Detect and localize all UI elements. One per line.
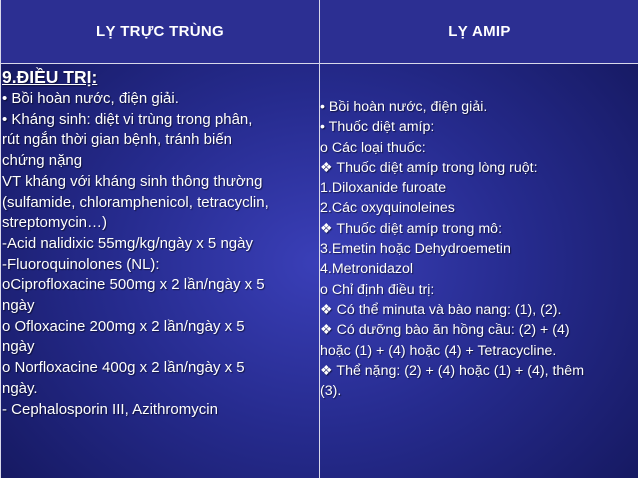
left-line: oCiprofloxacine 500mg x 2 lần/ngày x 5 bbox=[2, 276, 265, 294]
right-line: ❖ Có dưỡng bào ăn hồng cầu: (2) + (4) bbox=[320, 322, 570, 339]
right-line: o Các loại thuốc: bbox=[320, 139, 426, 156]
right-line: ❖ Thuốc diệt amíp trong mô: bbox=[320, 220, 503, 237]
right-line: ❖ Có thể minuta và bào nang: (1), (2). bbox=[320, 301, 562, 318]
left-line: -Fluoroquinolones (NL): bbox=[2, 255, 160, 273]
right-line: • Thuốc diệt amíp: bbox=[320, 119, 435, 136]
right-line: o Chỉ định điều trị: bbox=[320, 281, 435, 298]
left-line: VT kháng với kháng sinh thông thường bbox=[2, 172, 263, 190]
right-line: ❖ Thể nặng: (2) + (4) hoặc (1) + (4), thêm bbox=[320, 362, 585, 379]
right-column bbox=[320, 97, 638, 401]
header-ly-truc-trung: LỴ TRỰC TRÙNG bbox=[1, 0, 319, 64]
left-line: (sulfamide, chloramphenicol, tetracyclin, bbox=[2, 193, 269, 211]
left-line: ngày. bbox=[2, 379, 38, 397]
left-line: - Cephalosporin III, Azithromycin bbox=[2, 400, 218, 418]
right-line: 2.Các oxyquinoleines bbox=[320, 200, 455, 217]
right-line: 3.Emetin hoặc Dehydroemetin bbox=[320, 241, 511, 258]
left-line: ngày bbox=[2, 297, 35, 315]
header-ly-amip: LỴ AMIP bbox=[320, 0, 638, 64]
left-line: ngày bbox=[2, 338, 35, 356]
right-line: (3). bbox=[320, 383, 342, 400]
right-line: 1.Diloxanide furoate bbox=[320, 180, 447, 197]
left-line: o Ofloxacine 200mg x 2 lần/ngày x 5 bbox=[2, 317, 245, 335]
right-line: • Bồi hoàn nước, điện giải. bbox=[320, 99, 488, 115]
right-line: ❖ Thuốc diệt amíp trong lòng ruột: bbox=[320, 159, 538, 176]
left-line: -Acid nalidixic 55mg/kg/ngày x 5 ngày bbox=[2, 234, 253, 252]
left-line: o Norfloxacine 400g x 2 lần/ngày x 5 bbox=[2, 359, 245, 377]
left-line: chứng nặng bbox=[2, 152, 83, 170]
left-line: rút ngắn thời gian bệnh, tránh biến bbox=[2, 131, 233, 149]
left-line: • Kháng sinh: diệt vi trùng trong phân, bbox=[2, 110, 253, 128]
left-line: streptomycin…) bbox=[2, 214, 108, 232]
treatment-heading: 9.ĐIỀU TRỊ: bbox=[2, 67, 98, 87]
left-line: • Bồi hoàn nước, điện giải. bbox=[2, 90, 179, 107]
left-column bbox=[1, 65, 319, 420]
right-line: hoặc (1) + (4) hoặc (4) + Tetracycline. bbox=[320, 342, 557, 359]
right-line: 4.Metronidazol bbox=[320, 261, 414, 278]
